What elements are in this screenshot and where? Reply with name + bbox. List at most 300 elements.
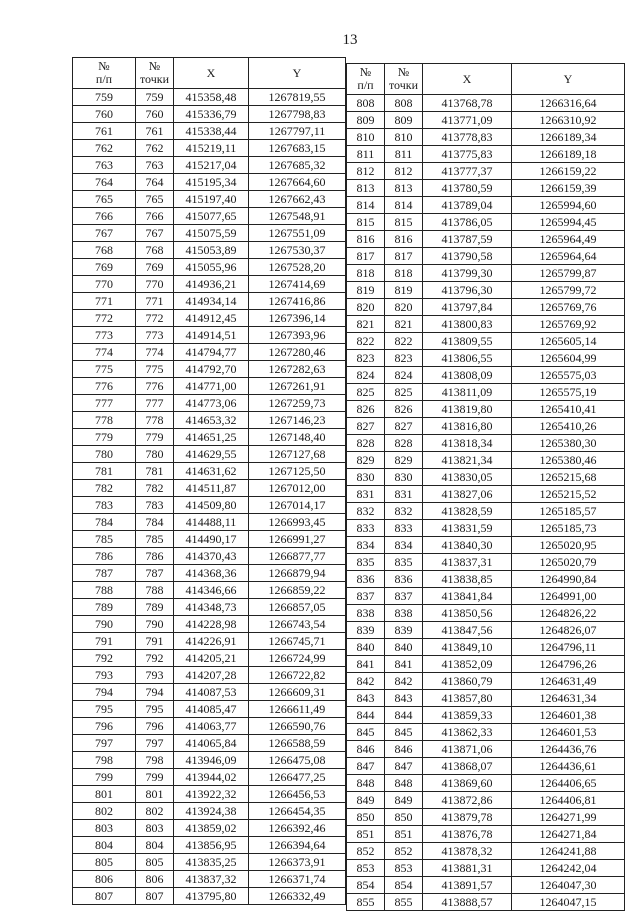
cell-y: 1267393,96 [249,327,346,344]
cell-point-number: 820 [385,299,423,316]
cell-row-number: 836 [347,571,385,588]
table-row [73,752,346,769]
cell-point-number: 801 [136,786,174,803]
table-row [73,684,346,701]
cell-x: 414912,45 [174,310,249,327]
cell-row-number: 828 [347,435,385,452]
cell-point-number: 843 [385,690,423,707]
cell-x: 414207,28 [174,667,249,684]
cell-x: 413818,34 [423,435,512,452]
cell-row-number: 813 [347,180,385,197]
cell-point-number: 847 [385,758,423,775]
table-row [347,163,625,180]
cell-point-number: 804 [136,837,174,854]
cell-x: 414629,55 [174,446,249,463]
cell-row-number: 821 [347,316,385,333]
cell-point-number: 818 [385,265,423,282]
cell-x: 413775,83 [423,146,512,163]
cell-y: 1267280,46 [249,344,346,361]
table-row [73,89,346,106]
cell-y: 1264047,15 [512,894,625,911]
cell-row-number: 833 [347,520,385,537]
table-header-row [73,58,346,89]
cell-x: 413806,55 [423,350,512,367]
cell-point-number: 819 [385,282,423,299]
cell-x: 414511,87 [174,480,249,497]
table-row [347,401,625,418]
cell-y: 1267551,09 [249,225,346,242]
cell-row-number: 786 [73,548,136,565]
cell-x: 413819,80 [423,401,512,418]
table-row [347,214,625,231]
cell-row-number: 784 [73,514,136,531]
cell-y: 1267259,73 [249,395,346,412]
cell-point-number: 774 [136,344,174,361]
cell-row-number: 787 [73,565,136,582]
cell-row-number: 792 [73,650,136,667]
cell-x: 414792,70 [174,361,249,378]
table-row [73,327,346,344]
cell-row-number: 825 [347,384,385,401]
cell-x: 413878,32 [423,843,512,860]
cell-y: 1267798,83 [249,106,346,123]
cell-row-number: 810 [347,129,385,146]
cell-row-number: 778 [73,412,136,429]
table-row [73,361,346,378]
cell-point-number: 796 [136,718,174,735]
cell-row-number: 842 [347,673,385,690]
table-row [73,123,346,140]
cell-y: 1265994,45 [512,214,625,231]
cell-row-number: 816 [347,231,385,248]
cell-y: 1267146,23 [249,412,346,429]
cell-point-number: 808 [385,95,423,112]
cell-point-number: 845 [385,724,423,741]
table-row [73,565,346,582]
table-row [73,259,346,276]
cell-point-number: 811 [385,146,423,163]
table-row [347,112,625,129]
table-row [347,129,625,146]
table-row [73,429,346,446]
cell-point-number: 851 [385,826,423,843]
cell-row-number: 783 [73,497,136,514]
cell-point-number: 767 [136,225,174,242]
cell-x: 414368,36 [174,565,249,582]
table-row [347,894,625,911]
cell-y: 1264242,04 [512,860,625,877]
cell-y: 1266316,64 [512,95,625,112]
table-row [347,554,625,571]
cell-point-number: 795 [136,701,174,718]
cell-x: 415075,59 [174,225,249,242]
cell-x: 413946,09 [174,752,249,769]
table-row [347,282,625,299]
table-row [73,225,346,242]
table-row [73,157,346,174]
cell-x: 413768,78 [423,95,512,112]
cell-point-number: 792 [136,650,174,667]
cell-y: 1266724,99 [249,650,346,667]
cell-x: 413862,33 [423,724,512,741]
table-row [347,265,625,282]
cell-x: 413849,10 [423,639,512,656]
table-row [347,197,625,214]
cell-row-number: 824 [347,367,385,384]
table-row [347,877,625,894]
table-row [347,299,625,316]
cell-x: 415219,11 [174,140,249,157]
cell-row-number: 791 [73,633,136,650]
cell-row-number: 812 [347,163,385,180]
cell-y: 1266991,27 [249,531,346,548]
cell-row-number: 763 [73,157,136,174]
cell-point-number: 778 [136,412,174,429]
cell-x: 413790,58 [423,248,512,265]
cell-x: 413835,25 [174,854,249,871]
cell-x: 413871,06 [423,741,512,758]
cell-point-number: 807 [136,888,174,905]
table-row [347,95,625,112]
table-row [347,605,625,622]
cell-y: 1266159,39 [512,180,625,197]
cell-point-number: 771 [136,293,174,310]
cell-y: 1264826,22 [512,605,625,622]
cell-y: 1265994,60 [512,197,625,214]
cell-point-number: 798 [136,752,174,769]
cell-point-number: 809 [385,112,423,129]
cell-x: 413797,84 [423,299,512,316]
cell-row-number: 807 [73,888,136,905]
cell-point-number: 828 [385,435,423,452]
cell-x: 413821,34 [423,452,512,469]
cell-x: 413859,33 [423,707,512,724]
table-row [347,248,625,265]
table-row [73,463,346,480]
cell-y: 1266745,71 [249,633,346,650]
cell-x: 415055,96 [174,259,249,276]
cell-x: 414228,98 [174,616,249,633]
table-row [73,242,346,259]
cell-point-number: 786 [136,548,174,565]
cell-y: 1265964,64 [512,248,625,265]
cell-point-number: 839 [385,622,423,639]
cell-row-number: 781 [73,463,136,480]
cell-point-number: 831 [385,486,423,503]
table-row [73,293,346,310]
cell-y: 1265605,14 [512,333,625,350]
cell-point-number: 832 [385,503,423,520]
cell-row-number: 776 [73,378,136,395]
cell-x: 413872,86 [423,792,512,809]
cell-point-number: 829 [385,452,423,469]
cell-point-number: 760 [136,106,174,123]
table-row [347,316,625,333]
cell-point-number: 806 [136,871,174,888]
table-row [347,435,625,452]
cell-point-number: 761 [136,123,174,140]
cell-row-number: 759 [73,89,136,106]
table-row [73,208,346,225]
cell-y: 1266310,92 [512,112,625,129]
cell-point-number: 850 [385,809,423,826]
cell-x: 415053,89 [174,242,249,259]
cell-y: 1267685,32 [249,157,346,174]
cell-row-number: 838 [347,605,385,622]
cell-x: 414087,53 [174,684,249,701]
cell-x: 415197,40 [174,191,249,208]
cell-y: 1266475,08 [249,752,346,769]
cell-x: 413830,05 [423,469,512,486]
cell-row-number: 766 [73,208,136,225]
table-row [73,548,346,565]
cell-y: 1265185,73 [512,520,625,537]
cell-x: 413795,80 [174,888,249,905]
cell-y: 1265020,95 [512,537,625,554]
cell-row-number: 820 [347,299,385,316]
cell-row-number: 818 [347,265,385,282]
coordinates-table-right [346,63,625,911]
cell-y: 1267014,17 [249,497,346,514]
cell-row-number: 808 [347,95,385,112]
cell-point-number: 772 [136,310,174,327]
cell-row-number: 834 [347,537,385,554]
table-row [347,384,625,401]
cell-x: 414936,21 [174,276,249,293]
cell-point-number: 799 [136,769,174,786]
cell-row-number: 794 [73,684,136,701]
cell-y: 1267528,20 [249,259,346,276]
cell-point-number: 779 [136,429,174,446]
cell-y: 1264406,65 [512,775,625,792]
table-row [347,588,625,605]
cell-row-number: 769 [73,259,136,276]
cell-point-number: 797 [136,735,174,752]
cell-row-number: 850 [347,809,385,826]
table-row [347,452,625,469]
cell-y: 1264631,34 [512,690,625,707]
cell-y: 1267127,68 [249,446,346,463]
cell-point-number: 853 [385,860,423,877]
cell-row-number: 774 [73,344,136,361]
table-row [347,486,625,503]
cell-point-number: 849 [385,792,423,809]
table-row [73,667,346,684]
cell-point-number: 855 [385,894,423,911]
cell-x: 414773,06 [174,395,249,412]
cell-y: 1267125,50 [249,463,346,480]
table-row [73,820,346,837]
cell-row-number: 806 [73,871,136,888]
cell-row-number: 799 [73,769,136,786]
cell-x: 413868,07 [423,758,512,775]
cell-point-number: 833 [385,520,423,537]
cell-y: 1266609,31 [249,684,346,701]
cell-point-number: 835 [385,554,423,571]
cell-point-number: 812 [385,163,423,180]
cell-y: 1266857,05 [249,599,346,616]
cell-point-number: 822 [385,333,423,350]
cell-y: 1265215,68 [512,469,625,486]
cell-row-number: 837 [347,588,385,605]
cell-point-number: 788 [136,582,174,599]
cell-y: 1264047,30 [512,877,625,894]
cell-x: 413800,83 [423,316,512,333]
cell-point-number: 834 [385,537,423,554]
cell-row-number: 809 [347,112,385,129]
cell-x: 413859,02 [174,820,249,837]
cell-point-number: 784 [136,514,174,531]
table-row [73,769,346,786]
cell-y: 1265380,30 [512,435,625,452]
cell-point-number: 770 [136,276,174,293]
cell-x: 413869,60 [423,775,512,792]
table-row [73,582,346,599]
cell-row-number: 843 [347,690,385,707]
cell-point-number: 763 [136,157,174,174]
cell-row-number: 788 [73,582,136,599]
cell-x: 414490,17 [174,531,249,548]
cell-x: 414934,14 [174,293,249,310]
cell-point-number: 825 [385,384,423,401]
cell-point-number: 762 [136,140,174,157]
cell-x: 415217,04 [174,157,249,174]
cell-point-number: 826 [385,401,423,418]
cell-row-number: 855 [347,894,385,911]
cell-y: 1264271,84 [512,826,625,843]
cell-y: 1266332,49 [249,888,346,905]
table-row [73,497,346,514]
cell-x: 414488,11 [174,514,249,531]
table-row [73,446,346,463]
cell-x: 413771,09 [423,112,512,129]
table-row [73,854,346,871]
table-row [347,639,625,656]
cell-x: 415195,34 [174,174,249,191]
cell-x: 413786,05 [423,214,512,231]
cell-x: 413850,56 [423,605,512,622]
cell-row-number: 760 [73,106,136,123]
cell-x: 413944,02 [174,769,249,786]
cell-y: 1266879,94 [249,565,346,582]
cell-x: 413816,80 [423,418,512,435]
cell-point-number: 823 [385,350,423,367]
cell-x: 414631,62 [174,463,249,480]
cell-x: 415336,79 [174,106,249,123]
table-row [347,571,625,588]
cell-row-number: 841 [347,656,385,673]
table-row [347,690,625,707]
table-row [347,180,625,197]
cell-x: 413876,78 [423,826,512,843]
cell-y: 1264436,76 [512,741,625,758]
table-row [347,809,625,826]
cell-point-number: 791 [136,633,174,650]
header-point-number: № точки [385,64,423,95]
cell-row-number: 762 [73,140,136,157]
cell-row-number: 785 [73,531,136,548]
cell-point-number: 815 [385,214,423,231]
cell-point-number: 813 [385,180,423,197]
cell-y: 1265575,03 [512,367,625,384]
cell-x: 413840,30 [423,537,512,554]
table-row [347,860,625,877]
cell-y: 1266371,74 [249,871,346,888]
table-row [73,514,346,531]
cell-point-number: 794 [136,684,174,701]
table-row [347,707,625,724]
cell-y: 1265410,26 [512,418,625,435]
cell-x: 415338,44 [174,123,249,140]
cell-point-number: 827 [385,418,423,435]
cell-y: 1267530,37 [249,242,346,259]
cell-y: 1267012,00 [249,480,346,497]
cell-point-number: 821 [385,316,423,333]
cell-y: 1265769,92 [512,316,625,333]
cell-x: 414794,77 [174,344,249,361]
cell-row-number: 771 [73,293,136,310]
cell-y: 1266189,18 [512,146,625,163]
cell-point-number: 848 [385,775,423,792]
cell-x: 413809,55 [423,333,512,350]
cell-y: 1267148,40 [249,429,346,446]
table-row [347,826,625,843]
cell-y: 1266394,64 [249,837,346,854]
cell-y: 1267261,91 [249,378,346,395]
cell-point-number: 805 [136,854,174,871]
cell-row-number: 805 [73,854,136,871]
cell-point-number: 769 [136,259,174,276]
cell-row-number: 796 [73,718,136,735]
cell-y: 1265215,52 [512,486,625,503]
cell-x: 413780,59 [423,180,512,197]
cell-y: 1265185,57 [512,503,625,520]
cell-x: 414348,73 [174,599,249,616]
cell-point-number: 790 [136,616,174,633]
cell-x: 414065,84 [174,735,249,752]
header-point-number: № точки [136,58,174,89]
cell-point-number: 802 [136,803,174,820]
cell-row-number: 811 [347,146,385,163]
page-number: 13 [342,32,358,48]
table-body-right [347,95,625,911]
cell-y: 1265410,41 [512,401,625,418]
cell-point-number: 844 [385,707,423,724]
cell-y: 1267548,91 [249,208,346,225]
cell-y: 1265769,76 [512,299,625,316]
cell-x: 414651,25 [174,429,249,446]
cell-y: 1267797,11 [249,123,346,140]
cell-row-number: 789 [73,599,136,616]
cell-row-number: 827 [347,418,385,435]
cell-point-number: 785 [136,531,174,548]
cell-row-number: 770 [73,276,136,293]
cell-row-number: 765 [73,191,136,208]
cell-y: 1266456,53 [249,786,346,803]
table-row [347,146,625,163]
cell-y: 1265799,72 [512,282,625,299]
cell-x: 413856,95 [174,837,249,854]
cell-row-number: 832 [347,503,385,520]
header-x: X [174,58,249,89]
table-row [347,843,625,860]
cell-row-number: 853 [347,860,385,877]
table-row [347,775,625,792]
cell-x: 413852,09 [423,656,512,673]
table-row [347,350,625,367]
table-row [347,537,625,554]
cell-row-number: 814 [347,197,385,214]
